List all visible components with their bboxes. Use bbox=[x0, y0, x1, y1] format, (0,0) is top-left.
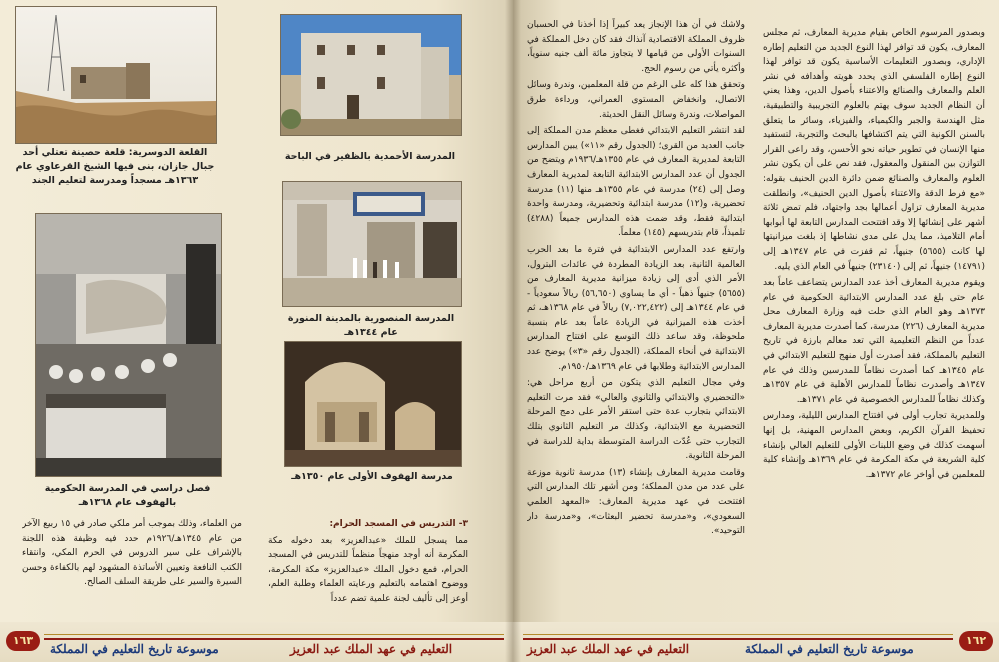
right-page-text-right bbox=[763, 26, 985, 618]
left-footer bbox=[0, 622, 513, 662]
fort-photo bbox=[15, 6, 217, 144]
paragraph: وفي مجال التعليم الذي يتكون من أربع مراحل هي: «التحضيري والابتدائي والثانوي والعالي» فقد مرت التعليم الابتدائي بتجارب عدة حتى استقر الأمر على دمج المرحلة التحضيرية مع الابتدائية، وكذلك مر التعليم الثانوي بتلك التجارب حتى عُدّت الدراسة المتوسطة بداية للدراسة في المرحلة الثانوية. bbox=[527, 378, 745, 462]
paragraph: وللمديرية تجارب أولى في افتتاح المدارس الليلية، ومدارس تحفيظ القرآن الكريم، وبعض المدارس المهنية، بل إنها أسهمت كذلك في وضع اللبنات الأولى للتعليم العالي بإنشاء كلية الشريعة في مكة المكرمة في عام ١٣٦٩هـ وإنشاء كلية للمعلمين في أواخر عام ١٣٧٢هـ. bbox=[763, 411, 985, 480]
paragraph: من العلماء، وذلك بموجب أمر ملكي صادر في ١٥ ربيع الآخر من عام ١٣٤٥هـ/١٩٢٦م حدد فيه وظيفة هذه اللجنة بالإشراف على سير الدروس في الحرم المكي، وانتقاء الكتب النافعة وتعيين الأساتذة المشهود لهم بالكفاءة وحسن السيرة والسير على طريقة السلف الصالح. bbox=[22, 519, 242, 588]
left-page-text-right bbox=[268, 517, 468, 617]
ahmadiya-photo bbox=[280, 14, 462, 136]
hofuf-photo bbox=[284, 341, 462, 467]
paragraph: وارتفع عدد المدارس الابتدائية في فترة ما بعد الحرب العالمية الثانية، بعد الزيادة المطردة في عائدات البترول، الأمر الذي أدى إلى زيادة ميزانية مديرية المعارف من (٥٦٥٥) جنيهاً ذهباً - أي ما يساوي (٥٦,٦٥٠) ريالاً سعودياً - في عام ١٣٤٤هـ إلى (٧,٠٢٢,٤٢٢) ريالاً في عام ١٣٦٨هـ، ثم أخذت هذه الميزانية في الزيادة عاماً بعد عام بنسبة ملحوظة، وقد ساعد ذلك التوسع على افتتاح المدارس الابتدائية في أنحاء المملكة، (الجدول رقم «٣») يوضح عدد المدارس الابتدائية وطلابها في عام ١٣٦٩هـ/١٩٥٠م. bbox=[527, 244, 745, 372]
ahmadiya-caption: المدرسة الأحمدية بالظفير في الباحة bbox=[284, 151, 456, 162]
classroom-photo bbox=[35, 213, 222, 477]
hofuf-caption: مدرسة الهفوف الأولى عام ١٣٥٠هـ bbox=[291, 471, 453, 482]
footer-book-title: التعليم في عهد الملك عبد العزيز bbox=[290, 642, 453, 656]
right-page-text-left bbox=[527, 18, 745, 618]
classroom-caption: فصل دراسي في المدرسة الحكومية بالهفوف عام ١٣٦٨هـ bbox=[44, 483, 211, 508]
footer-red-rule bbox=[44, 638, 504, 640]
paragraph: مما يسجل للملك «عبدالعزيز» بعد دخوله مكة المكرمة أنه أوجد منهجاً منظماً للتدريس في المسجد الحرام، فمع دخول الملك «عبدالعزيز» مكة المكرمة، ووضوح اهتمامه بالتعليم ورعايته العلماء وطلبة العلم، أوعز إلى تأليف لجنة علمية تضم عدداً bbox=[268, 535, 468, 604]
paragraph: لقد انتشر التعليم الابتدائي فغطى معظم مدن المملكة إلى جانب العديد من القرى؛ (الجدول رقم «١١») يبين المدارس التابعة لمديرية المعارف في عام ١٣٥٥هـ/١٩٣٦م ويتضح من الجدول أن عدد المدارس الابتدائية التابعة لمديرية المعارف وصل إلى (٢٤) مدرسة في عام ١٣٥٥هـ منها (١١) مدرسة تحضيرية، و(١٢) مدرسة ابتدائية وتحضيرية، ومدرسة واحدة ابتدائية فقط، وقد ضمت هذه المدارس جميعاً (٤٢٨٨) تلميذاً، قام بتدريسهم (١٤٥) معلماً. bbox=[527, 126, 745, 239]
footer-gold-rule bbox=[523, 634, 953, 635]
footer-series-title: موسوعة تاريخ التعليم في المملكة bbox=[745, 642, 914, 656]
paragraph: وبصدور المرسوم الخاص بقيام مديرية المعارف، ثم مجلس المعارف، يكون قد توافر لهذا النوع الجديد من التعليم إطاره الإداري، وبصدور التعليمات الأساسية يكون قد توافر لهذا النوع إطاره الفلسفي الذي يحدد هويته وأهدافه في نشر العلم والمعارف والصنائع والاعتناء بأصول الدين، وهذا يعني أن النظام الجديد سوف يهتم بالعلوم التجريبية والتطبيقية، مثل الهندسة والجبر والكيمياء، والفيزياء، وسائر ما يتعلق بالسنن الكونية التي يتم اكتشافها بالبحث والتجربة، لتستفيد منها الإنسان في تطوير حياته نحو الأحسن، وقد راعى القرار التوازن بين المنقول والمعقول، فقد نص على أن يكون نشر العلوم والمعارف والصنائع ضمن دائرة الدين الحنيف بقوله: «مع فرط الدقة والاعتناء بأصول الدين الحنيف»، وانطلقت مديرية المعارف تزاول أعمالها بجد واجتهاد، فلم تمض ثلاثة أشهر على إنشائها إلا وقد افتتحت المدارس التابعة لها أبوابها أمام التلاميذ، مما يدل على مدى نشاطها إذ بلغت ميزانيتها لها كانت (٥٦٥٥) جنيهاً، ثم قفزت في عام ١٣٤٧هـ إلى (١٤٧٩١) جنيهاً، ثم إلى (٢٣١٤٠) جنيهاً في العام الذي يليه. bbox=[763, 28, 985, 272]
footer-gold-rule bbox=[44, 634, 504, 635]
page-number: ١٦٢ bbox=[959, 631, 993, 651]
fort-caption: القلعة الدوسرية: قلعة حصينة تعتلي أحد جبال جازان، بنى فيها الشيخ القرعاوي عام ١٣٦٣هـ مسجداً ومدرسة لتعليم الجند bbox=[15, 147, 215, 186]
page-number: ١٦٣ bbox=[6, 631, 40, 651]
book-gutter bbox=[505, 0, 521, 662]
section-heading: ٣- التدريس في المسجد الحرام: bbox=[329, 519, 468, 529]
right-footer bbox=[513, 622, 999, 662]
paragraph: وقامت مديرية المعارف بإنشاء (١٣) مدرسة ثانوية موزعة على عدد من مدن المملكة؛ ومن أشهر تلك المدارس التي افتتحت في عهد مديرية المعارف: «المعهد العلمي السعودي»، و«مدرسة تحضير البعثات»، و«مدرسة دار التوحيد». bbox=[527, 467, 745, 537]
right-page bbox=[513, 0, 999, 662]
footer-series-title: موسوعة تاريخ التعليم في المملكة bbox=[50, 642, 219, 656]
paragraph: وتحقق هذا كله على الرغم من قلة المعلمين، وندرة وسائل الاتصال، وانخفاض المستوى العمراني، ورداءة طرق المواصلات، وندرة وسائل النقل الحديثة. bbox=[527, 80, 745, 120]
paragraph: ويقوم مديرية المعارف أخذ عدد المدارس يتضاعف عاماً بعد عام حتى بلغ عدد المدارس الابتدائية الحكومية في عام ١٣٧٣هـ وهو العام الذي حلت فيه وزارة المعارف محل مديرية المعارف (٢٢٦) مدرسة، كما أصدرت مديرية المعارف عدداً من النظم التعليمية التي تعد معالم بارزة في تاريخ التعليم بالمملكة، فقد أصدرت أول منهج للتعليم الابتدائي في عام ١٣٤٥هـ كما أصدرت نظاماً للمدرسين وذلك في عام ١٣٤٧هـ وأصدرت نظاماً للمدارس الأهلية في عام ١٣٥٧هـ وكذلك نظاماً للمدارس الخصوصية في عام ١٣٧١هـ. bbox=[763, 278, 985, 405]
mansouriya-photo bbox=[282, 181, 462, 307]
mansouriya-caption: المدرسة المنصورية بالمدينة المنورة عام ١٣٤٤هـ bbox=[287, 313, 455, 338]
paragraph: ولاشك في أن هذا الإنجاز يعد كبيراً إذا أخذنا في الحسبان ظروف المملكة الاقتصادية آنذاك فقد كان دخل المملكة في السنوات الأولى من قيامها لا يتجاوز مائة ألف جنيه سنوياً، وأكثره يأتي من رسوم الحج. bbox=[527, 20, 745, 74]
footer-book-title: التعليم في عهد الملك عبد العزيز bbox=[527, 642, 690, 656]
left-page-text-left bbox=[22, 517, 242, 617]
footer-red-rule bbox=[523, 638, 953, 640]
